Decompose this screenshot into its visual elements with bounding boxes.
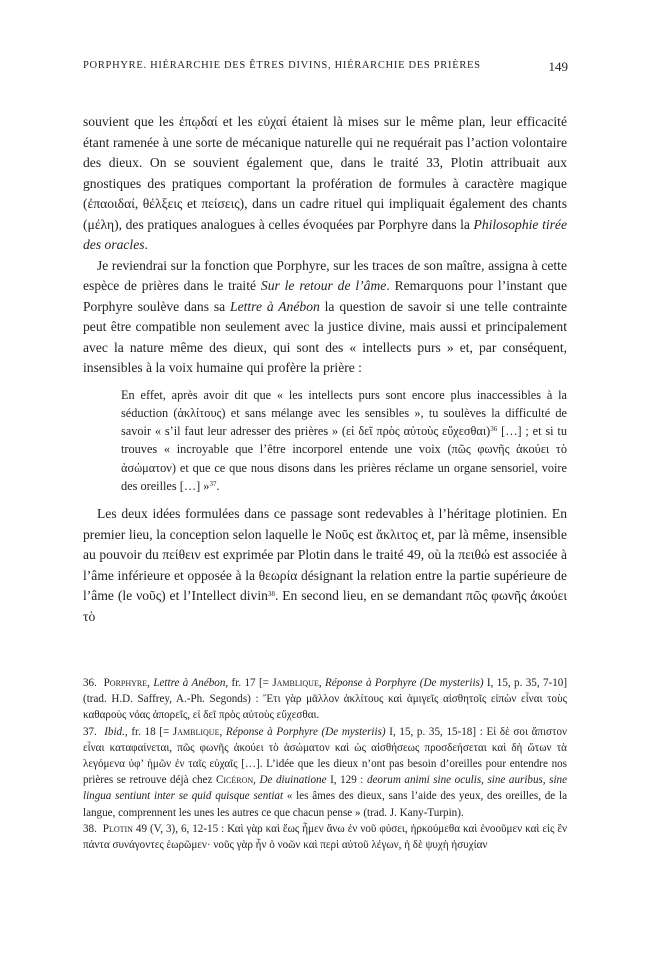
footnote-38-number: 38.	[83, 822, 97, 835]
footnote-38	[83, 821, 567, 853]
footnote-36	[83, 675, 567, 724]
footnote-38-author: Plotin	[102, 822, 133, 835]
footnote-ref-36[interactable]: 36	[490, 424, 498, 433]
block-quote	[121, 386, 567, 496]
paragraph-2-text-b: . Remarquons pour l’instant que Porphyre soulève dans sa	[83, 278, 567, 314]
quote-text-b: […] ; et si tu trouves « incroyable que l’être incorporel entende une voix (πῶς φωνῆς ἀκούει τὸ ἀσώματον) et que ce que nous disons dans les prières réclame un organe sensoriel, voire des oreilles […] »	[121, 424, 567, 493]
footnote-37-rest-c: « les âmes des dieux, sans l’aide des yeux, des oreilles, de la langue, comprennent les unes les autres ce que chacun pense » (trad. J. Kany-Turpin).	[83, 790, 567, 819]
footnote-36-title2: Réponse à Porphyre (De mysteriis)	[325, 677, 484, 689]
running-head-title: PORPHYRE. HIÉRARCHIE DES ÊTRES DIVINS, HIÉRARCHIE DES PRIÈRES	[83, 60, 481, 71]
footnote-ref-37[interactable]: 37	[209, 479, 217, 488]
footnote-36-author2: Jamblique	[272, 677, 319, 689]
paragraph-3	[83, 504, 567, 627]
page-number: 149	[548, 59, 568, 74]
footnote-37-rest-b: I, 129 :	[326, 774, 367, 787]
footnote-37-rest-a: I, 15, p. 35, 15-18] : Εἰ δὲ σοι ἄπιστον εἶναι καταφαίνεται, πῶς φωνῆς ἀκούει τὸ ἀσώματον καὶ ὡς αἰσθήσεως προσδεήσεται καὶ δὴ ὤτων τὰ λεγόμενα ὑφ’ ἡμῶν ἐν ταῖς εὐχαῖς […]. L’idée que les dieux n’ont pas besoin d’oreilles pour entendre nos prières se retrouve déjà chez	[83, 725, 568, 787]
work-title-retour: Sur le retour de l’âme	[260, 278, 387, 293]
footnote-38-rest: 49 (V, 3), 6, 12-15 : Καὶ γὰρ καὶ ἕως ἦμεν ἄνω ἐν νοῦ φύσει, ἠρκούμεθα καὶ ἐνοοῦμεν καὶ εἰς ἓν πάντα συνάγοντες ἑωρῶμεν· νοῦς γὰρ ἦν ὁ νοῶν καὶ περὶ αὐτοῦ λέγων, ἡ δὲ ψυχὴ ἡσυχίαν	[83, 822, 568, 852]
footnote-ref-38[interactable]: 38	[267, 590, 275, 599]
footnotes	[83, 675, 567, 853]
footnote-37-sep2: ,	[253, 774, 260, 787]
footnote-36-author: Porphyre	[103, 677, 148, 689]
paragraph-2-text-a: Je reviendrai sur la fonction que Porphyre, sur les traces de son maître, assigna à cette espèce de prières dans le traité	[83, 257, 567, 293]
footnote-37-sep: ,	[219, 725, 226, 738]
footnote-37-title2: De diuinatione	[259, 774, 327, 787]
footnote-36-ref: , fr. 17 [=	[225, 677, 273, 689]
footnote-37-ibid: Ibid.	[104, 725, 125, 738]
work-title-lettre: Lettre à Anébon	[230, 298, 320, 314]
footnote-37	[83, 724, 567, 821]
footnote-37-author2: Cicéron	[215, 774, 254, 787]
footnote-37-author: Jamblique	[172, 725, 220, 738]
footnote-36-title: Lettre à Anébon	[153, 677, 226, 689]
footnote-37-latin: deorum animi sine oculis, sine auribus, sine lingua sentiunt inter se quid quisque sentiat	[83, 774, 568, 803]
footnote-37-title: Réponse à Porphyre (De mysteriis)	[225, 725, 386, 738]
footnote-36-sep: ,	[147, 677, 154, 689]
paragraph-3-text-a: Les deux idées formulées dans ce passage sont redevables à l’héritage plotinien. En premier lieu, la conception selon laquelle le Νοῦς est ἄκλιτος et, par là même, insensible au pouvoir du πείθειν est exprimée par Plotin dans le traité 49, où la πειθώ est associée à l’âme inférieure et opposée à la θεωρία désignant la relation entre la partie supérieure de l’âme (le νοῦς) et l’Intellect divin	[83, 506, 567, 604]
paragraph-3-text-b: . En second lieu, en se demandant πῶς φωνῆς ἀκούει τὸ	[83, 588, 567, 624]
quote-end: .	[216, 478, 220, 493]
paragraph-1-text: souvient que les ἐπῳδαί et les εὐχαί étaient là mises sur le même plan, leur efficacité étant ramenée à une sorte de mécanique naturelle qui ne requérait pas l’action volontaire des dieux. On se souvient également que, dans le traité 33, Plotin attribuait aux gnostiques des pratiques comportant la profération de formules à caractère magique (ἐπαοιδαί, θέλξεις et πείσεις), dans un cadre rituel qui impliquait également des chants (μέλη), des pratiques analogues à celles évoquées par Porphyre dans la	[83, 114, 567, 232]
paragraph-2	[83, 256, 567, 379]
paragraph-2-text-c: la question de savoir si une telle contrainte peut être compatible non seulement avec la justice divine, mais aussi et principalement avec la nature même des dieux, qui sont des « intellects purs » et, par conséquent, insensibles à la voix humaine qui profère la prière :	[83, 298, 568, 375]
footnote-36-sep2: ,	[318, 677, 326, 689]
running-head	[83, 60, 567, 78]
work-title-philosophie: Philosophie tirée des oracles	[83, 216, 567, 252]
main-text	[83, 112, 567, 627]
paragraph-1-end: .	[144, 237, 148, 252]
paragraph-1	[83, 112, 567, 256]
footnote-37-ref: , fr. 18 [=	[124, 725, 173, 738]
quote-text-a: En effet, après avoir dit que « les intellects purs sont encore plus inaccessibles à la séduction (ἀκλίτους) et sans mélange avec les sensibles », tu soulèves la difficulté de savoir « s’il faut leur adresser des prières » (εἰ δεῖ πρὸς αὐτοὺς εὔχεσθαι)	[121, 387, 567, 439]
footnote-37-number: 37.	[83, 725, 97, 738]
footnote-36-rest: I, 15, p. 35, 7-10] (trad. H.D. Saffrey, A.-Ph. Segonds) : Ἔτι γὰρ μᾶλλον ἀκλίτους καὶ ἀμιγεῖς αἰσθητοῖς εἰπὼν εἶναι τοὺς καθαροὺς νόας ἀπορεῖς, εἰ δεῖ πρὸς αὐτοὺς εὔχεσθαι.	[83, 677, 568, 722]
footnote-36-number: 36.	[83, 677, 97, 689]
